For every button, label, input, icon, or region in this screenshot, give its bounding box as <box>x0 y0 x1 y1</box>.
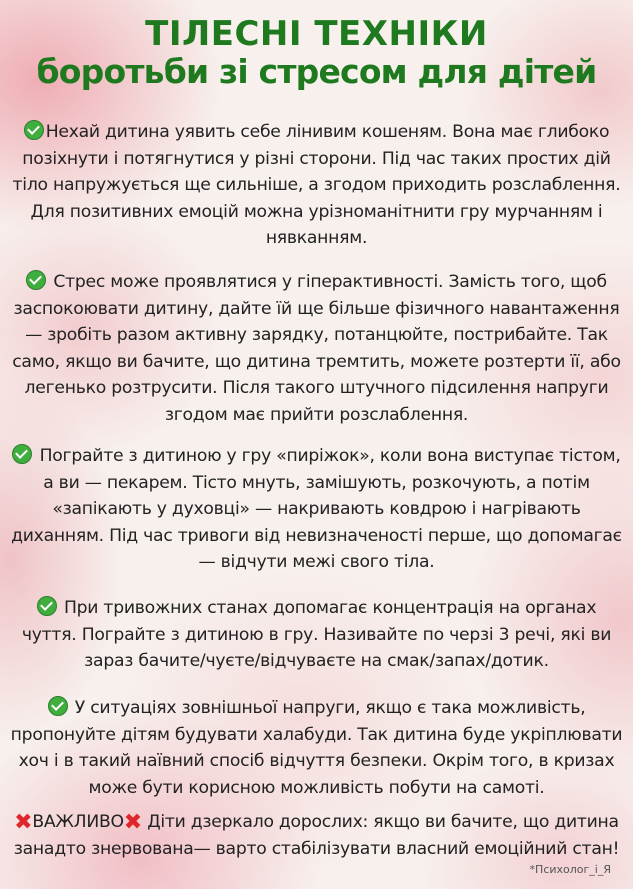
tip-paragraph-5 <box>10 695 623 801</box>
tip-text-5: У ситуаціях зовнішньої напруги, якщо є така можливість, пропонуйте дітям будувати халабуди. Так дитина буде укріплювати хоч і в такий наївний спосіб відчуття безпеки. Окрім того, в кризах може бути корисною можливість побути на самоті. <box>10 698 623 798</box>
important-label: ВАЖЛИВО <box>32 812 124 832</box>
tip-text-2: Стрес може проявлятися у гіперактивності. Замість того, щоб заспокоювати дитину, дайте їй ще більше фізичного навантаження — зробіть разом активну зарядку, потанцюйте, пострибайте. Так само, якщо ви бачите, що дитина тремтить, можете розтерти її, або легенько розтрусити. Після такого штучного підсилення напруги згодом має прийти розслаблення. <box>12 272 621 425</box>
important-note <box>10 809 623 862</box>
tip-paragraph-4 <box>10 595 623 675</box>
tip-paragraph-1 <box>10 119 623 252</box>
check-circle-icon <box>37 596 57 616</box>
check-circle-icon <box>26 270 46 290</box>
check-circle-icon <box>24 120 44 140</box>
tip-paragraph-2 <box>10 269 623 428</box>
title-line-2: боротьби зі стресом для дітей <box>36 52 597 91</box>
tip-text-1: Нехай дитина уявить себе лінивим кошеням. Вона має глибоко позіхнути і потягнутися у різні сторони. Під час таких простих дій тіло напружується ще сильніше, а згодом приходить розслаблення. Для позитивних емоцій можна урізноманітнити гру мурчанням і нявканням. <box>12 122 621 248</box>
important-text: Діти дзеркало дорослих: якщо ви бачите, що дитина занадто знервована— варто стабілізувати власний емоційний стан! <box>13 812 620 859</box>
tip-text-3: Пограйте з дитиною у гру «пиріжок», коли вона виступає тістом, а ви — пекарем. Тісто мнуть, замішують, розкочують, а потім «запікають у духовці» — накривають ковдрою і нагрівають диханням. Під час тривоги від невизначеності перше, що допомагає — відчути межі свого тіла. <box>11 446 622 572</box>
check-circle-icon <box>48 696 68 716</box>
cross-mark-icon: ✖ <box>14 810 33 835</box>
author-signature: *Психолог_і_Я <box>529 863 611 876</box>
title-line-1: ТІЛЕСНІ ТЕХНІКИ <box>145 14 488 54</box>
check-circle-icon <box>12 444 32 464</box>
tip-paragraph-3 <box>10 443 623 576</box>
cross-mark-icon: ✖ <box>123 810 142 835</box>
tip-text-4: При тривожних станах допомагає концентрація на органах чуття. Пограйте з дитиною в гру. Називайте по черзі 3 речі, які ви зараз бачите/чуєте/відчуваєте на смак/запах/дотик. <box>21 598 612 671</box>
